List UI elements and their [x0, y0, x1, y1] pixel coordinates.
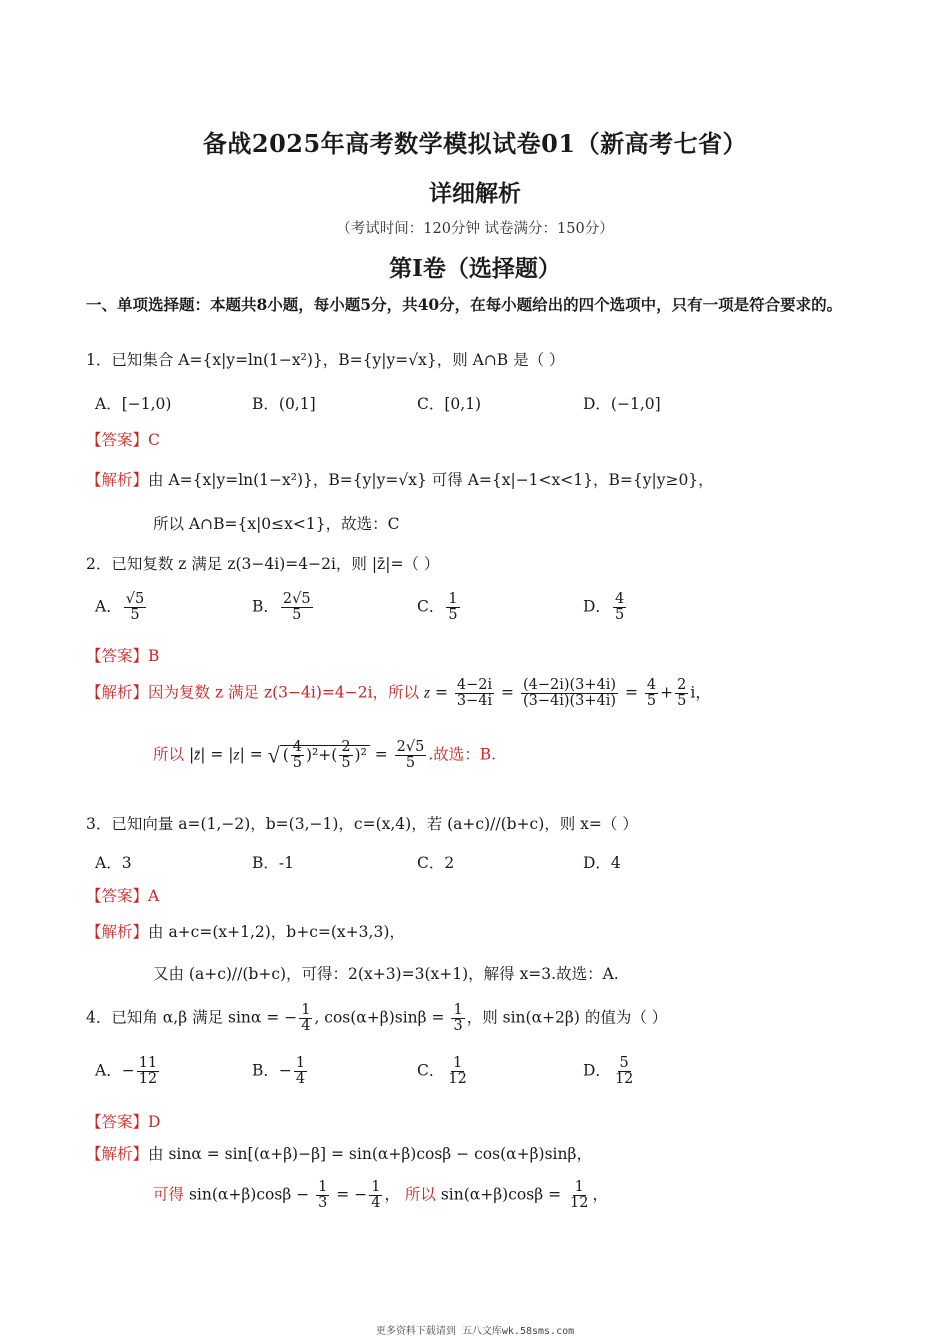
analysis-line: 因为复数 z 满足 z(3−4i)=4−2i，所以 — [148, 683, 420, 702]
analysis-2: 【解析】因为复数 z 满足 z(3−4i)=4−2i，所以 z = $\frac{4-2i}{3-4i}$ = $\frac{(4-2i)(3+4i)}{(3-4i)(3+4i)}$ = $\frac{4}{5}$ + $\frac{2}{5}$ i， — [86, 677, 711, 710]
option-d: D． $\frac{5}{12}$ — [583, 1055, 634, 1088]
analysis-3-line-2: 又由 (a+c)//(b+c)，可得：2(x+3)=3(x+1)，解得 x=3.故选：A. — [153, 965, 619, 983]
question-number: 2． — [86, 555, 112, 573]
answer-value: B — [148, 647, 160, 665]
question-1 — [86, 348, 565, 370]
analysis-line: 由 a+c=(x+1,2)，b+c=(x+3,3)， — [148, 923, 405, 941]
option-b: B．− $\frac{1}{4}$ — [252, 1055, 306, 1088]
analysis-1-line-2: 所以 A∩B={x|0≤x<1}，故选：C — [153, 515, 400, 533]
option-b: B．-1 — [252, 854, 294, 872]
question-number: 3． — [86, 815, 112, 833]
answer-value: C — [148, 431, 160, 449]
question-2 — [86, 552, 439, 574]
option-a: A．3 — [95, 854, 132, 872]
footer-note: 更多资料下载请到 五八文库wk.58sms.com — [375, 1326, 575, 1337]
analysis-label: 【解析】 — [86, 1145, 149, 1163]
analysis-label: 【解析】 — [86, 471, 149, 489]
analysis-4-line-2: 可得 sin(α+β)cosβ − $\frac{1}{3}$ = − $\frac{1}{4}$ ， 所以 sin(α+β)cosβ = $\frac{1}{12}$ ， — [153, 1179, 608, 1212]
option-d: D．4 — [583, 854, 621, 872]
part-title: 第I卷（选择题） — [389, 255, 561, 282]
answer-3 — [86, 884, 159, 906]
question-number: 1． — [86, 351, 112, 369]
answer-label: 【答案】 — [86, 647, 149, 665]
analysis-line: 由 A={x|y=ln(1−x²)}，B={y|y=√x} 可得 A={x|−1<x<1}，B={y|y≥0}， — [148, 471, 714, 489]
option-d: D． $\frac{4}{5}$ — [583, 591, 625, 624]
answer-value: D — [148, 1113, 161, 1131]
page-title: 备战2025年高考数学模拟试卷01（新高考七省） — [202, 129, 748, 158]
exam-info: （考试时间：120分钟 试卷满分：150分） — [336, 221, 614, 237]
analysis-4 — [86, 1142, 592, 1164]
analysis-label: 【解析】 — [86, 923, 149, 941]
page-subtitle: 详细解析 — [429, 180, 521, 207]
option-c: C．2 — [417, 854, 455, 872]
answer-label: 【答案】 — [86, 1113, 149, 1131]
question-stem: 已知复数 z 满足 z(3−4i)=4−2i，则 |z̄|=（ ） — [111, 555, 440, 573]
option-c: C．[0,1) — [417, 395, 482, 413]
question-stem: 已知向量 a=(1,−2)，b=(3,−1)，c=(x,4)，若 (a+c)//(b+c)，则 x=（ ） — [111, 815, 638, 833]
answer-1 — [86, 428, 160, 450]
analysis-3 — [86, 920, 405, 942]
analysis-label: 【解析】 — [86, 683, 149, 702]
analysis-line: 由 sinα = sin[(α+β)−β] = sin(α+β)cosβ − cos(α+β)sinβ， — [148, 1145, 592, 1163]
question-number: 4． — [86, 1008, 112, 1027]
analysis-1 — [86, 468, 714, 490]
option-a: A． $\frac{√5}{5}$ — [95, 591, 145, 624]
answer-4 — [86, 1110, 160, 1132]
option-b: B．(0,1] — [252, 395, 316, 413]
question-stem: 已知集合 A={x|y=ln(1−x²)}，B={y|y=√x}，则 A∩B 是（ ） — [111, 351, 565, 369]
question-4: 4．已知角 α,β 满足 sinα = − $\frac{1}{4}$ , cos(α+β)sinβ = $\frac{1}{3}$ ，则 sin(α+2β) 的值为（ ） — [86, 1002, 668, 1035]
question-3 — [86, 812, 638, 834]
analysis-2-line-2: 所以 |z̄| = |z| = √ ( $\frac{4}{5}$ )²+( $\frac{2}{5}$ )² = $\frac{2√5}{5}$ .故选：B. — [153, 739, 497, 772]
option-b: B． $\frac{2√5}{5}$ — [252, 591, 311, 624]
option-c: C． $\frac{1}{5}$ — [417, 591, 458, 624]
option-a: A．− $\frac{11}{12}$ — [95, 1055, 158, 1088]
option-a: A．[−1,0) — [95, 395, 172, 413]
answer-value: A — [148, 887, 160, 905]
option-c: C． $\frac{1}{12}$ — [417, 1055, 467, 1088]
answer-2 — [86, 644, 159, 666]
option-d: D．(−1,0] — [583, 395, 661, 413]
section-instruction: 一、单项选择题：本题共8小题，每小题5分，共40分，在每小题给出的四个选项中，只有一项是符合要求的。 — [86, 295, 843, 314]
answer-label: 【答案】 — [86, 431, 149, 449]
answer-label: 【答案】 — [86, 887, 149, 905]
